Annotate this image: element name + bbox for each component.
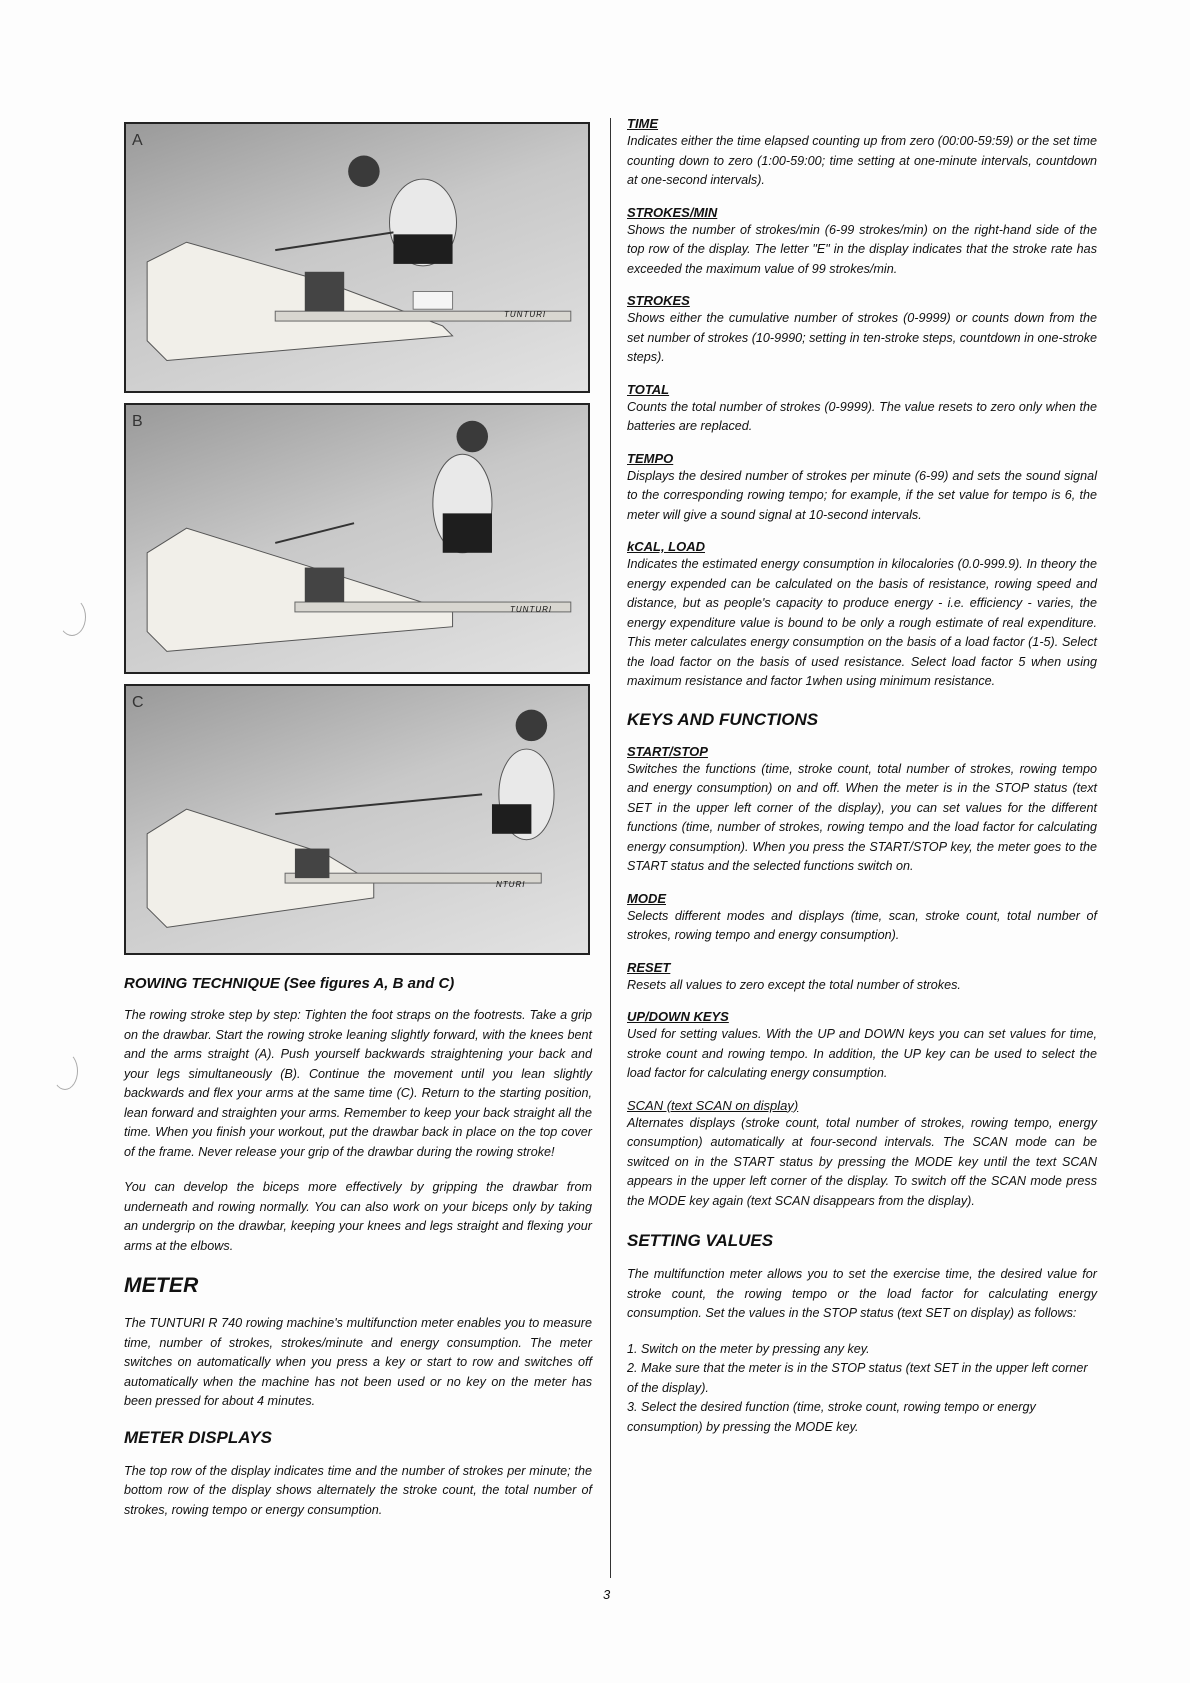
term-definition: Used for setting values. With the UP and DOWN keys you can set values for time, stroke count and rowing tempo. In addition, the UP key can be used to select the load factor for calculating energy consumption. — [627, 1027, 1097, 1080]
term-definition: Indicates the estimated energy consumption in kilocalories (0.0-999.9). In theory the energy expended can be calculated on the basis of resistance, rowing speed and distance, but as people's capacity to produce energy - i.e. efficiency - varies, the energy expenditure value is bound to be only a rough estimate of real expenditure. This meter calculates energy consumption on the basis of a load factor (1-5). Select the load factor on the basis of used resistance. Select load factor 5 when using maximum resistance and factor 1when using minimum resistance. — [627, 557, 1097, 688]
rower-illustration-a — [126, 124, 588, 391]
term-definition: Displays the desired number of strokes per minute (6-99) and sets the sound signal to the corresponding rowing tempo; for example, if the set value for tempo is 6, the meter will give a sound signal at 10-second intervals. — [627, 468, 1097, 522]
brand-label: TUNTURI — [504, 310, 547, 319]
left-column — [124, 122, 592, 1536]
term-label: TEMPO — [627, 450, 674, 466]
term-definition: Resets all values to zero except the total number of strokes. — [627, 977, 961, 992]
figure-letter: A — [132, 132, 143, 149]
term-definition: Switches the functions (time, stroke count, total number of strokes, rowing tempo and energy consumption) on and off. When the meter is in the STOP status (text SET in the upper left corner of the display), you can set values for the different functions (time, number of strokes, rowing tempo and the load factor for calculating energy consumption). When you press the START/STOP key, the meter goes to the START status and the selected functions switch on. — [627, 761, 1097, 873]
technique-paragraph-2: You can develop the biceps more effectively by gripping the drawbar from underneath and rowing normally. You can also work on your biceps only by taking an undergrip on the drawbar, keeping your knees and legs straight and flexing your arms at the elbows. — [124, 1180, 592, 1253]
rower-illustration-b — [126, 405, 588, 672]
term-definition: Shows the number of strokes/min (6-99 strokes/min) on the right-hand side of the top row of the display. The letter "E" in the display indicates that the stroke rate has exceeded the maximum value of 99 strokes/min. — [627, 222, 1097, 276]
display-item-total — [627, 382, 1097, 437]
setting-step: 1. Switch on the meter by pressing any key. — [627, 1341, 870, 1356]
term-label: TOTAL — [627, 381, 670, 397]
term-label: STROKES/MIN — [627, 204, 718, 220]
meter-displays-paragraph: The top row of the display indicates time and the number of strokes per minute; the bottom row of the display shows alternately the stroke count, the total number of strokes, rowing tempo or energy consumption. — [124, 1463, 592, 1517]
term-definition: Alternates displays (stroke count, total number of strokes, rowing tempo, energy consumption) automatically at four-second intervals. The SCAN mode can be switced on in the START status by pressing the MODE key until the text SCAN appears in the upper left corner of the display. To switch off the SCAN mode press the MODE key again (text SCAN disappears from the display). — [627, 1115, 1097, 1208]
rowing-technique-heading: ROWING TECHNIQUE (See figures A, B and C) — [124, 975, 455, 992]
column-divider — [610, 118, 611, 1578]
setting-steps-list — [627, 1340, 1097, 1438]
display-item-kcal-load — [627, 539, 1097, 692]
key-item-mode — [627, 891, 1097, 946]
term-label: kCAL, LOAD — [627, 539, 705, 554]
term-label: MODE — [627, 890, 666, 906]
term-definition: Indicates either the time elapsed counting up from zero (00:00-59:59) or the set time counting down to zero (1:00-59:00; time setting at one-minute intervals, countdown at one-second intervals). — [627, 134, 1097, 187]
figure-letter: B — [132, 413, 143, 430]
term-definition: Counts the total number of strokes (0-9999). The value resets to zero only when the batteries are replaced. — [627, 399, 1097, 433]
key-item-up-down — [627, 1009, 1097, 1084]
term-definition: Shows either the cumulative number of strokes (0-9999) or counts down from the set number of strokes (10-9990; setting in ten-stroke steps, countdown in one-stroke steps). — [627, 311, 1097, 364]
key-item-reset — [627, 960, 1097, 996]
setting-intro-paragraph: The multifunction meter allows you to set the exercise time, the desired value for stroke count, the rowing tempo or the load factor for calculating energy consumption. Set the values in the STOP status (text SET on display) as follows: — [627, 1267, 1097, 1320]
display-item-strokes — [627, 293, 1097, 368]
brand-label: NTURI — [496, 880, 526, 889]
figure-c — [124, 684, 590, 955]
figure-a — [124, 122, 590, 393]
figure-letter: C — [132, 694, 144, 711]
term-definition: Selects different modes and displays (time, scan, stroke count, total number of strokes, rowing tempo and energy consumption). — [627, 908, 1097, 942]
display-item-tempo — [627, 451, 1097, 526]
term-label: UP/DOWN KEYS — [627, 1009, 729, 1024]
display-item-strokes-min — [627, 205, 1097, 280]
term-label: STROKES — [627, 293, 690, 308]
setting-step: 2. Make sure that the meter is in the STOP status (text SET in the upper left corner of the display). — [627, 1361, 1088, 1395]
term-label: SCAN (text SCAN on display) — [627, 1097, 799, 1113]
brand-label: TUNTURI — [510, 605, 553, 614]
meter-paragraph: The TUNTURI R 740 rowing machine's multifunction meter enables you to measure time, number of strokes, strokes/minute and energy consumption. The meter switches on automatically when you press a key or start to row and switches off automatically when the machine has not been used or no key on the meter has been pressed for about 4 minutes. — [124, 1316, 592, 1408]
figure-b — [124, 403, 590, 674]
term-label: START/STOP — [627, 743, 708, 759]
punch-hole-mark — [52, 1052, 78, 1090]
term-label: TIME — [627, 116, 659, 131]
setting-step: 3. Select the desired function (time, stroke count, rowing tempo or energy consumption) by pressing the MODE key. — [627, 1400, 1036, 1434]
key-item-start-stop — [627, 744, 1097, 877]
display-item-time — [627, 116, 1097, 191]
punch-hole-mark — [58, 598, 86, 636]
keys-functions-heading: KEYS AND FUNCTIONS — [627, 709, 819, 729]
setting-values-heading: SETTING VALUES — [627, 1231, 774, 1250]
meter-displays-heading: METER DISPLAYS — [124, 1427, 272, 1447]
page-number: 3 — [603, 1587, 611, 1602]
meter-heading: METER — [124, 1274, 199, 1297]
term-label: RESET — [627, 959, 671, 975]
right-column — [627, 116, 1097, 1437]
technique-paragraph-1: The rowing stroke step by step: Tighten the foot straps on the footrests. Take a grip on the drawbar. Start the rowing stroke leaning slightly forward, with the knees bent and the arms straight (A). Push yourself backwards straightening your back and your legs simultaneously (B). Continue the movement until you lean slightly backwards and flex your arms at the same time (C). Return to the starting position, lean forward and straighten your arms. Remember to keep your back straight all the time. When you finish your workout, put the drawbar back in place on the top cover of the frame. Never release your grip of the drawbar during the rowing stroke! — [124, 1008, 592, 1159]
rower-illustration-c — [126, 686, 588, 953]
key-item-scan — [627, 1098, 1097, 1212]
